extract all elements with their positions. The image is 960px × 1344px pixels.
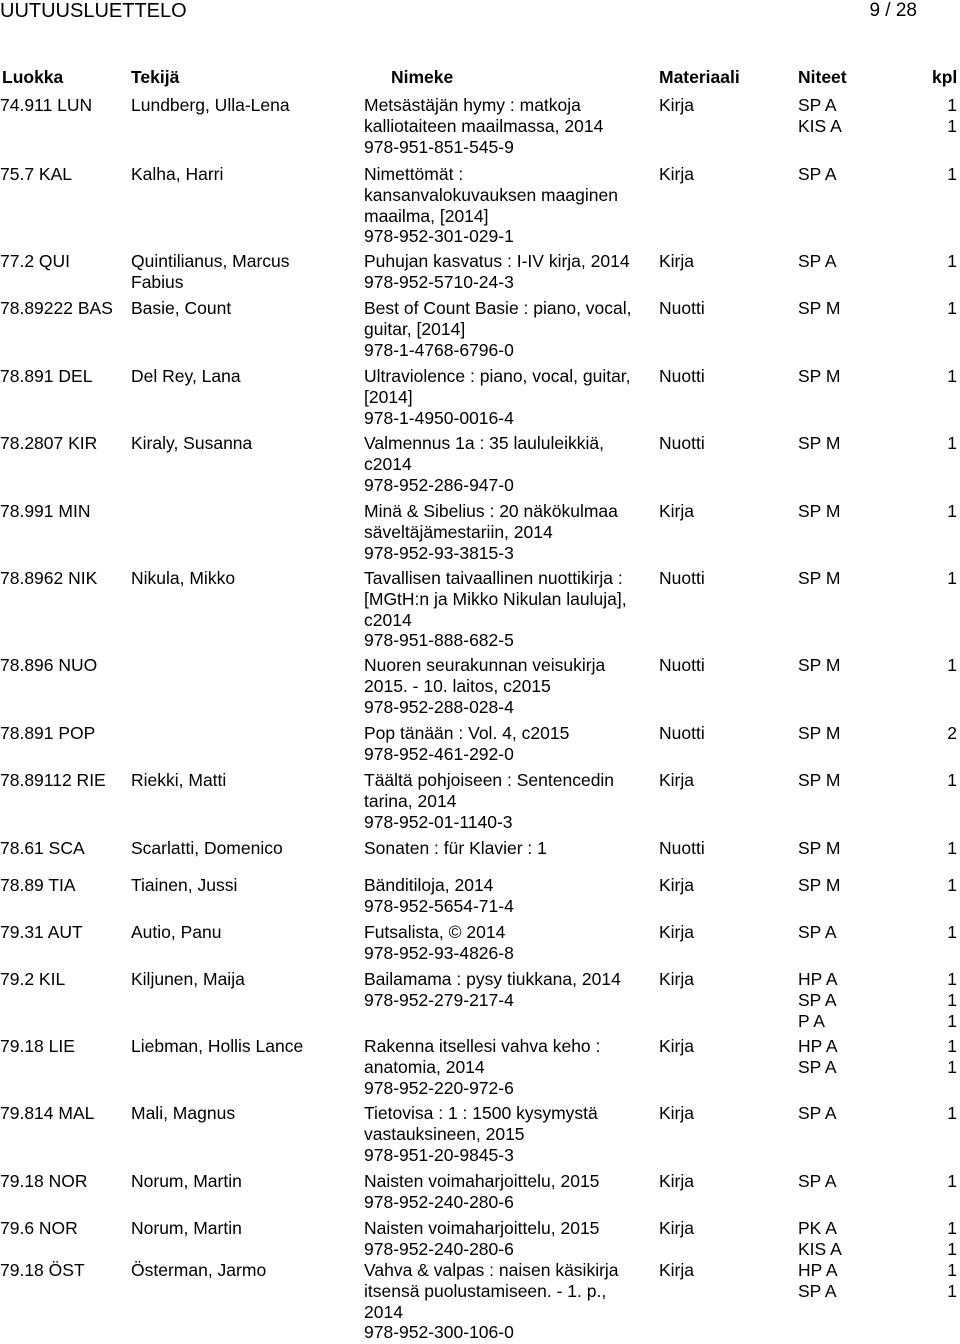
copy-count: 1: [947, 969, 957, 989]
title: [364, 568, 627, 651]
author-line: Mali, Magnus: [131, 1103, 236, 1123]
copy-counts: [930, 298, 957, 319]
copy-counts: [930, 251, 957, 272]
title-line: kansanvalokuvauksen maaginen: [364, 184, 618, 205]
title-line: 2015. - 10. laitos, c2015: [364, 675, 551, 696]
author-line: Kiraly, Susanna: [131, 433, 253, 453]
copy-counts: [930, 969, 957, 1031]
title-line: tarina, 2014: [364, 790, 457, 811]
author-line: Quintilianus, Marcus: [131, 251, 290, 271]
title-line: vastauksineen, 2015: [364, 1123, 525, 1144]
material-type: Kirja: [659, 251, 695, 271]
isbn: 978-952-220-972-6: [364, 1077, 514, 1098]
title-line: Nuoren seurakunnan veisukirja: [364, 655, 606, 675]
class-code: 78.891 POP: [0, 723, 96, 743]
author-line: Fabius: [131, 271, 184, 292]
title: [364, 723, 569, 765]
isbn: 978-952-93-4826-8: [364, 942, 514, 963]
material-type: Kirja: [659, 969, 695, 989]
copy-location: HP A: [798, 969, 838, 989]
isbn: 978-952-240-280-6: [364, 1191, 514, 1212]
copy-count: 1: [947, 1010, 957, 1031]
author: [131, 433, 252, 454]
author: [131, 95, 290, 116]
copy-count: 1: [947, 95, 957, 115]
title: [364, 298, 632, 360]
material-type: Kirja: [659, 95, 695, 115]
title-line: Nimettömät :: [364, 164, 464, 184]
title-line: [MGtH:n ja Mikko Nikulan lauluja],: [364, 588, 627, 609]
copy-count: 1: [947, 164, 957, 184]
copy-count: 1: [947, 433, 957, 453]
copy-locations: [798, 298, 840, 319]
copy-locations: [798, 969, 838, 1031]
isbn: 978-952-288-028-4: [364, 696, 514, 717]
class-code: 78.991 MIN: [0, 501, 91, 521]
copy-location: SP M: [798, 770, 841, 790]
copy-location: SP A: [798, 1056, 837, 1077]
material-type: Nuotti: [659, 568, 705, 588]
author: [131, 922, 221, 943]
author-line: Autio, Panu: [131, 922, 222, 942]
class-code: 78.89222 BAS: [0, 298, 113, 318]
copy-location: SP A: [798, 164, 837, 184]
title-line: maailma, [2014]: [364, 205, 489, 226]
copy-counts: [930, 875, 957, 896]
material-type: Kirja: [659, 875, 695, 895]
catalog-row: [0, 366, 960, 428]
title-line: Valmennus 1a : 35 laululeikkiä,: [364, 433, 604, 453]
author-line: Österman, Jarmo: [131, 1260, 267, 1280]
title-line: c2014: [364, 609, 412, 630]
class-code: 78.8962 NIK: [0, 568, 98, 588]
title: [364, 1218, 599, 1260]
class-code: 79.18 NOR: [0, 1171, 88, 1191]
copy-location: SP A: [798, 1171, 837, 1191]
copy-counts: [930, 501, 957, 522]
catalog-row: [0, 655, 960, 717]
copy-locations: [798, 723, 840, 744]
isbn: 978-952-01-1140-3: [364, 811, 513, 832]
copy-counts: [930, 568, 957, 589]
title-line: guitar, [2014]: [364, 318, 466, 339]
copy-location: P A: [798, 1010, 825, 1031]
copy-counts: [930, 723, 957, 744]
copy-locations: [798, 95, 842, 137]
catalog-row: [0, 1036, 960, 1098]
isbn: 978-952-5710-24-3: [364, 271, 514, 292]
title-line: Tietovisa : 1 : 1500 kysymystä: [364, 1103, 598, 1123]
copy-counts: [930, 770, 957, 791]
copy-count: 1: [947, 1280, 957, 1301]
title-line: Bänditiloja, 2014: [364, 875, 494, 895]
copy-locations: [798, 1171, 837, 1192]
copy-locations: [798, 251, 837, 272]
title-line: anatomia, 2014: [364, 1056, 485, 1077]
copy-location: KIS A: [798, 115, 842, 136]
copy-counts: [930, 1103, 957, 1124]
author: [131, 1103, 235, 1124]
author: [131, 366, 241, 387]
column-header-copies: Niteet: [798, 67, 847, 87]
class-code: 78.89112 RIE: [0, 770, 106, 790]
copy-location: PK A: [798, 1218, 837, 1238]
title-line: Puhujan kasvatus : I-IV kirja, 2014: [364, 251, 630, 271]
copy-location: SP M: [798, 875, 841, 895]
title: [364, 655, 605, 717]
copy-counts: [930, 164, 957, 185]
author: [131, 1036, 303, 1057]
copy-count: 1: [947, 501, 957, 521]
material-type: Kirja: [659, 1036, 695, 1056]
title-line: Sonaten : für Klavier : 1: [364, 838, 547, 858]
title: [364, 1036, 600, 1098]
material-type: Kirja: [659, 501, 695, 521]
author-line: Lundberg, Ulla-Lena: [131, 95, 290, 115]
title-line: Minä & Sibelius : 20 näkökulmaa: [364, 501, 618, 521]
copy-location: SP M: [798, 838, 841, 858]
copy-location: SP A: [798, 989, 837, 1010]
copy-count: 1: [947, 1218, 957, 1238]
author: [131, 770, 226, 791]
class-code: 79.6 NOR: [0, 1218, 78, 1238]
author-line: Norum, Martin: [131, 1171, 242, 1191]
author-line: Basie, Count: [131, 298, 232, 318]
isbn: 978-952-240-280-6: [364, 1238, 514, 1259]
title: [364, 875, 514, 917]
copy-count: 1: [947, 989, 957, 1010]
copy-count: 1: [947, 922, 957, 942]
class-code: 79.18 ÖST: [0, 1260, 85, 1280]
title: [364, 770, 614, 832]
isbn: 978-952-286-947-0: [364, 474, 514, 495]
copy-location: SP M: [798, 366, 841, 386]
copy-location: SP M: [798, 723, 841, 743]
copy-locations: [798, 770, 840, 791]
title-line: Tavallisen taivaallinen nuottikirja :: [364, 568, 623, 588]
author-line: Liebman, Hollis Lance: [131, 1036, 304, 1056]
isbn: 978-951-20-9845-3: [364, 1144, 514, 1165]
title-line: säveltäjämestariin, 2014: [364, 521, 553, 542]
copy-locations: [798, 568, 840, 589]
title-line: Naisten voimaharjoittelu, 2015: [364, 1171, 600, 1191]
column-header-class: Luokka: [2, 67, 64, 87]
class-code: 78.61 SCA: [0, 838, 85, 858]
title-line: Vahva & valpas : naisen käsikirja: [364, 1260, 619, 1280]
copy-locations: [798, 1103, 837, 1124]
copy-locations: [798, 838, 840, 859]
copy-count: 2: [947, 723, 957, 743]
copy-location: HP A: [798, 1036, 838, 1056]
copy-count: 1: [947, 655, 957, 675]
title: [364, 251, 630, 293]
class-code: 78.891 DEL: [0, 366, 93, 386]
copy-count: 1: [947, 366, 957, 386]
copy-count: 1: [947, 875, 957, 895]
copy-counts: [930, 1260, 957, 1302]
copy-count: 1: [947, 1171, 957, 1191]
catalog-row: [0, 501, 960, 563]
copy-locations: [798, 1260, 838, 1302]
author-line: Riekki, Matti: [131, 770, 227, 790]
class-code: 77.2 QUI: [0, 251, 71, 271]
copy-location: SP A: [798, 922, 837, 942]
class-code: 75.7 KAL: [0, 164, 72, 184]
class-code: 79.814 MAL: [0, 1103, 95, 1123]
catalog-row: [0, 969, 960, 1031]
copy-counts: [930, 655, 957, 676]
catalog-row: [0, 1218, 960, 1260]
title: [364, 1260, 619, 1343]
title: [364, 922, 514, 964]
catalog-row: [0, 1103, 960, 1165]
copy-locations: [798, 164, 837, 185]
title-line: Futsalista, © 2014: [364, 922, 506, 942]
catalog-row: [0, 1260, 960, 1343]
copy-count: 1: [947, 1238, 957, 1259]
title-line: Rakenna itsellesi vahva keho :: [364, 1036, 601, 1056]
title-line: Best of Count Basie : piano, vocal,: [364, 298, 632, 318]
author: [131, 1171, 242, 1192]
author-line: Nikula, Mikko: [131, 568, 236, 588]
material-type: Kirja: [659, 1171, 695, 1191]
author: [131, 875, 237, 896]
title-line: kalliotaiteen maailmassa, 2014: [364, 115, 604, 136]
title-line: c2014: [364, 453, 412, 474]
copy-locations: [798, 1036, 838, 1078]
title: [364, 433, 604, 495]
copy-location: SP A: [798, 1280, 837, 1301]
copy-location: SP M: [798, 655, 841, 675]
copy-locations: [798, 1218, 842, 1260]
copy-location: SP M: [798, 298, 841, 318]
copy-location: KIS A: [798, 1238, 842, 1259]
isbn: 978-1-4950-0016-4: [364, 407, 514, 428]
title-line: Bailamama : pysy tiukkana, 2014: [364, 969, 621, 989]
catalog-row: [0, 838, 960, 859]
column-header-author: Tekijä: [131, 67, 180, 87]
copy-counts: [930, 95, 957, 137]
copy-location: SP M: [798, 433, 841, 453]
author-line: Del Rey, Lana: [131, 366, 241, 386]
catalog-row: [0, 770, 960, 832]
material-type: Nuotti: [659, 655, 705, 675]
copy-counts: [930, 1036, 957, 1078]
copy-locations: [798, 366, 840, 387]
material-type: Kirja: [659, 1218, 695, 1238]
copy-locations: [798, 433, 840, 454]
document-title: UUTUUSLUETTELO: [0, 0, 187, 22]
author-line: Kiljunen, Maija: [131, 969, 245, 989]
copy-count: 1: [947, 1103, 957, 1123]
title: [364, 501, 618, 563]
title-line: Naisten voimaharjoittelu, 2015: [364, 1218, 600, 1238]
class-code: 79.2 KIL: [0, 969, 66, 989]
title: [364, 366, 631, 428]
copy-location: HP A: [798, 1260, 838, 1280]
class-code: 78.2807 KIR: [0, 433, 98, 453]
author: [131, 298, 231, 319]
title-line: itsensä puolustamiseen. - 1. p.,: [364, 1280, 607, 1301]
material-type: Nuotti: [659, 298, 705, 318]
material-type: Nuotti: [659, 366, 705, 386]
title: [364, 164, 618, 247]
isbn: 978-951-888-682-5: [364, 630, 514, 651]
copy-count: 1: [947, 568, 957, 588]
class-code: 78.89 TIA: [0, 875, 76, 895]
catalog-row: [0, 95, 960, 157]
author: [131, 164, 223, 185]
copy-count: 1: [947, 298, 957, 318]
title-line: Pop tänään : Vol. 4, c2015: [364, 723, 570, 743]
title-line: 2014: [364, 1301, 403, 1322]
page-number: 9 / 28: [869, 0, 917, 21]
class-code: 78.896 NUO: [0, 655, 98, 675]
title: [364, 1103, 598, 1165]
author-line: Scarlatti, Domenico: [131, 838, 283, 858]
copy-locations: [798, 922, 837, 943]
author: [131, 838, 283, 859]
title: [364, 95, 603, 157]
copy-count: 1: [947, 770, 957, 790]
copy-location: SP A: [798, 251, 837, 271]
isbn: 978-952-93-3815-3: [364, 542, 514, 563]
copy-count: 1: [947, 1260, 957, 1280]
copy-counts: [930, 1171, 957, 1192]
isbn: 978-952-279-217-4: [364, 989, 514, 1010]
class-code: 79.18 LIE: [0, 1036, 75, 1056]
copy-locations: [798, 501, 840, 522]
copy-location: SP A: [798, 95, 837, 115]
isbn: 978-952-5654-71-4: [364, 895, 514, 916]
material-type: Nuotti: [659, 433, 705, 453]
author: [131, 1218, 242, 1239]
copy-count: 1: [947, 1056, 957, 1077]
copy-count: 1: [947, 838, 957, 858]
title-line: Täältä pohjoiseen : Sentencedin: [364, 770, 615, 790]
copy-counts: [930, 922, 957, 943]
copy-counts: [930, 433, 957, 454]
class-code: 79.31 AUT: [0, 922, 83, 942]
catalog-row: [0, 723, 960, 765]
copy-count: 1: [947, 115, 957, 136]
author: [131, 251, 290, 293]
catalog-row: [0, 1171, 960, 1213]
material-type: Kirja: [659, 1260, 695, 1280]
column-header-material: Materiaali: [659, 67, 740, 87]
copy-location: SP A: [798, 1103, 837, 1123]
catalog-row: [0, 298, 960, 360]
title: [364, 969, 621, 1011]
copy-location: SP M: [798, 501, 841, 521]
material-type: Kirja: [659, 1103, 695, 1123]
author-line: Norum, Martin: [131, 1218, 242, 1238]
copy-location: SP M: [798, 568, 841, 588]
isbn: 978-952-301-029-1: [364, 226, 514, 247]
copy-count: 1: [947, 251, 957, 271]
title-line: Metsästäjän hymy : matkoja: [364, 95, 581, 115]
copy-counts: [930, 838, 957, 859]
author: [131, 1260, 266, 1281]
title: [364, 1171, 599, 1213]
title-line: [2014]: [364, 386, 413, 407]
author: [131, 969, 245, 990]
class-code: 74.911 LUN: [0, 95, 93, 115]
author: [131, 568, 235, 589]
author-line: Tiainen, Jussi: [131, 875, 238, 895]
isbn: 978-1-4768-6796-0: [364, 339, 514, 360]
material-type: Kirja: [659, 164, 695, 184]
column-header-title: Nimeke: [391, 67, 454, 87]
title-line: Ultraviolence : piano, vocal, guitar,: [364, 366, 631, 386]
copy-counts: [930, 366, 957, 387]
column-header-count: kpl: [932, 67, 958, 87]
catalog-row: [0, 433, 960, 495]
material-type: Kirja: [659, 770, 695, 790]
copy-locations: [798, 655, 840, 676]
material-type: Nuotti: [659, 723, 705, 743]
copy-count: 1: [947, 1036, 957, 1056]
copy-counts: [930, 1218, 957, 1260]
material-type: Nuotti: [659, 838, 705, 858]
catalog-row: [0, 568, 960, 651]
catalog-row: [0, 875, 960, 917]
isbn: 978-951-851-545-9: [364, 136, 514, 157]
title: [364, 838, 547, 859]
material-type: Kirja: [659, 922, 695, 942]
isbn: 978-952-461-292-0: [364, 743, 514, 764]
catalog-row: [0, 251, 960, 293]
copy-locations: [798, 875, 840, 896]
isbn: 978-952-300-106-0: [364, 1322, 514, 1343]
catalog-row: [0, 922, 960, 964]
author-line: Kalha, Harri: [131, 164, 224, 184]
catalog-row: [0, 164, 960, 247]
